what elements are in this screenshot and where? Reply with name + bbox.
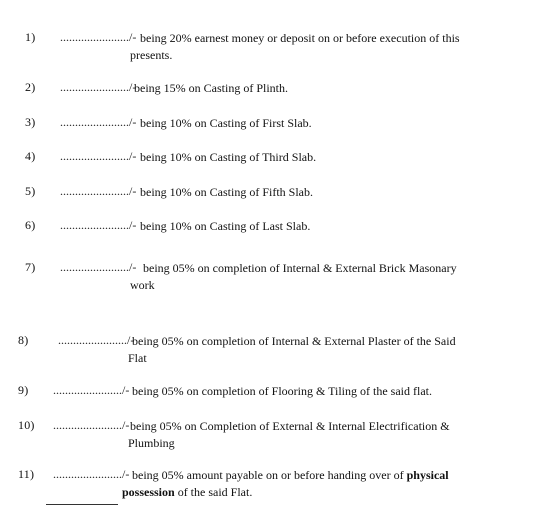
item-text (130, 80, 500, 97)
item-text-line1: being 20% earnest money or deposit on or before execution of this (140, 31, 460, 45)
item-text-line1: being 10% on Casting of Last Slab. (140, 219, 311, 233)
list-item (0, 260, 552, 300)
amount-placeholder: ......................./- (60, 115, 137, 129)
list-item (0, 218, 552, 258)
item-number: 5) (25, 184, 36, 198)
item-number: 7) (25, 260, 36, 274)
item-text (128, 333, 500, 367)
item-number: 8) (18, 333, 29, 347)
item-number: 11) (18, 467, 35, 481)
item-text-line2: presents. (130, 48, 173, 62)
list-item (0, 418, 552, 458)
item-text (130, 184, 500, 201)
amount-placeholder: ......................./- (60, 30, 137, 44)
item-number: 10) (18, 418, 35, 432)
list-item (0, 80, 552, 120)
item-number: 1) (25, 30, 36, 44)
item-text (122, 467, 500, 501)
item-text (130, 260, 500, 294)
item-number: 9) (18, 383, 29, 397)
item-text-line1: being 10% on Casting of Third Slab. (140, 150, 317, 164)
item-number: 3) (25, 115, 36, 129)
item-text-line1: being 05% on Completion of External & Internal Electrification & (130, 419, 450, 433)
item-text-line1-pre: being 05% amount payable on or before handing over of (132, 468, 404, 482)
item-text-line2: Flat (128, 351, 147, 365)
list-item (0, 30, 552, 70)
amount-placeholder: ......................./- (53, 467, 130, 481)
item-text-emphasis: physical (406, 468, 449, 482)
item-text-line1 (122, 467, 500, 484)
item-text-line1: being 05% on completion of Internal & External Brick Masonary (143, 261, 457, 275)
signature-rule (46, 504, 118, 505)
item-text (126, 418, 500, 452)
item-text-line1: being 05% on completion of Internal & External Plaster of the Said (132, 334, 456, 348)
amount-placeholder: ......................./- (53, 383, 130, 397)
list-item (0, 149, 552, 189)
item-number: 6) (25, 218, 36, 232)
item-text (130, 149, 500, 166)
amount-placeholder: ......................./- (60, 184, 137, 198)
item-text-line1: being 10% on Casting of First Slab. (140, 116, 312, 130)
item-text-line1: being 10% on Casting of Fifth Slab. (140, 185, 313, 199)
list-item (0, 467, 552, 507)
amount-placeholder: ......................./- (60, 80, 137, 94)
item-text (130, 30, 500, 64)
item-text-line2: Plumbing (128, 436, 175, 450)
item-text (130, 218, 500, 235)
item-text-line2-post: of the said Flat. (177, 485, 253, 499)
list-item (0, 383, 552, 423)
item-text-line1: being 15% on Casting of Plinth. (134, 81, 288, 95)
list-item (0, 333, 552, 373)
item-text (122, 383, 500, 400)
item-text-emphasis: possession (122, 485, 175, 499)
amount-placeholder: ......................./- (53, 418, 130, 432)
amount-placeholder: ......................./- (60, 218, 137, 232)
item-text-line2 (122, 484, 500, 501)
item-text (130, 115, 500, 132)
item-number: 2) (25, 80, 36, 94)
item-text-line1: being 05% on completion of Flooring & Tiling of the said flat. (132, 384, 432, 398)
amount-placeholder: ......................./- (58, 333, 135, 347)
item-text-line2: work (130, 278, 155, 292)
item-number: 4) (25, 149, 36, 163)
amount-placeholder: ......................./- (60, 149, 137, 163)
amount-placeholder: ......................./- (60, 260, 137, 274)
